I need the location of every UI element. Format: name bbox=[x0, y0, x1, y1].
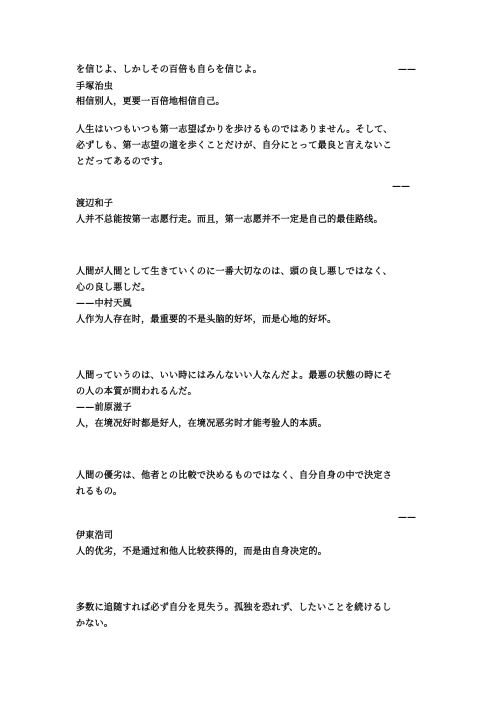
quote-line: の人の本質が問われるんだ。 bbox=[76, 387, 197, 397]
quote-line: 心の良し悪しだ。 bbox=[76, 283, 151, 293]
translation-line: 人，在境况好时都是好人，在境况恶劣时才能考验人的本质。 bbox=[76, 419, 328, 429]
quote-line: 必ずしも、第一志望の道を歩くことだけが、自分にとって最良と言えないこ bbox=[76, 141, 393, 151]
translation-line: 相信别人，更要一百倍地相信自己。 bbox=[76, 97, 225, 107]
quote-line: 人間の優劣は、他者との比較で決めるものではなく、自分自身の中で決定さ bbox=[76, 471, 393, 481]
author-name: 渡辺和子 bbox=[76, 199, 114, 209]
attribution-dash: —— bbox=[392, 182, 410, 192]
author-name: 伊東浩司 bbox=[76, 531, 114, 541]
quote-line: れるもの。 bbox=[76, 487, 123, 497]
quote-line: かない。 bbox=[76, 619, 114, 629]
quote-line: 人間っていうのは、いい時にはみんないい人なんだよ。最悪の状態の時にそ bbox=[76, 371, 393, 381]
attribution-dash: —— bbox=[398, 65, 416, 75]
translation-line: 人的优劣，不是通过和他人比较获得的，而是由自身决定的。 bbox=[76, 547, 328, 557]
translation-line: 人并不总能按第一志愿行走。而且，第一志愿并不一定是自己的最佳路线。 bbox=[76, 215, 383, 225]
author-name: ——前原滋子 bbox=[76, 403, 132, 413]
quote-line: 人間が人間として生きていくのに一番大切なのは、頭の良し悪しではなく、 bbox=[76, 267, 393, 277]
quote-line: を信じよ、しかしその百倍も自らを信じよ。 bbox=[76, 65, 263, 75]
author-name: 手塚治虫 bbox=[76, 82, 114, 92]
quote-line: 人生はいつもいつも第一志望ばかりを歩けるものではありません。そして、 bbox=[76, 125, 393, 135]
author-name: ——中村天風 bbox=[76, 299, 132, 309]
translation-line: 人作为人存在时，最重要的不是头脑的好坏，而是心地的好坏。 bbox=[76, 315, 337, 325]
attribution-dash: —— bbox=[398, 513, 416, 523]
quote-line: とだってあるのです。 bbox=[76, 157, 169, 167]
quote-line: 多数に追随すれば必ず自分を見失う。孤独を恐れず、したいことを続けるし bbox=[76, 603, 392, 613]
